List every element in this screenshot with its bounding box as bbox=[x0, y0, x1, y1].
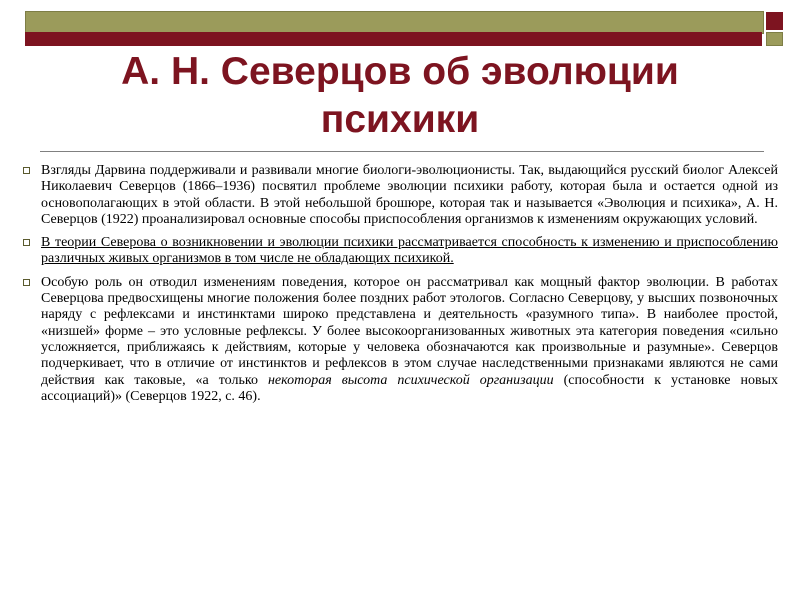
corner-square-red bbox=[766, 12, 783, 30]
slide-title-line2: психики bbox=[320, 98, 480, 141]
bullet-item-theory bbox=[22, 235, 778, 268]
bullet-item-behavior bbox=[22, 275, 778, 405]
bullet-text-italic: некоторая высота психической организации bbox=[267, 372, 554, 388]
square-bullet-icon bbox=[23, 239, 30, 246]
bullet-text-end: (способности к установке новых ассоциаций)» (Северцов 1922, с. 46). bbox=[41, 372, 779, 404]
slide-title bbox=[30, 48, 770, 144]
corner-square-olive bbox=[766, 32, 783, 46]
bullet-text: Взгляды Дарвина поддерживали и развивали многие биологи-эволюционисты. Так, выдающийся русский биолог Алексей Николаевич Северцов (1866–1936) посвятил проблеме эволюции психики работу, которая была и остается одной из основополагающих в этой области. В этой небольшой брошюре, которая так и называется «Эволюция и психика», А. Н. Северцов (1922) проанализировал основные способы приспособления организмов к изменениям окружающих условий. bbox=[41, 163, 778, 227]
bullet-item-darwin bbox=[22, 163, 778, 228]
slide-body bbox=[22, 163, 778, 412]
bullet-text-underlined: В теории Северова о возникновении и эволюции психики рассматривается способность к изменению и приспособлению различных живых организмов в том числе не обладающих психикой. bbox=[41, 235, 778, 267]
header-bar-olive bbox=[25, 11, 764, 34]
title-divider bbox=[40, 151, 764, 152]
square-bullet-icon bbox=[23, 279, 30, 286]
square-bullet-icon bbox=[23, 167, 30, 174]
slide-title-line1: А. Н. Северцов об эволюции bbox=[121, 50, 679, 93]
bullet-text: Особую роль он отводил изменениям поведения, которое он рассматривал как мощный фактор эволюции. В работах Северцова предвосхищены многие положения более поздних работ этологов. Согласно Северцову, у высших позвоночных наряду с рефлексами и инстинктами широко представлена и деятельность «разумного типа». В наиболее простой, «низшей» форме – это условные рефлексы. У более высокоорганизованных животных эта категория поведения «сильно усложняется, приближаясь к действиям, которые у человека обозначаются как произвольные и разумные». Северцов подчеркивает, что в отличие от инстинктов и рефлексов в этом случае наследственными признаками являются не сами действия как таковые, «а только bbox=[41, 274, 778, 388]
header-bar-red bbox=[25, 32, 762, 46]
